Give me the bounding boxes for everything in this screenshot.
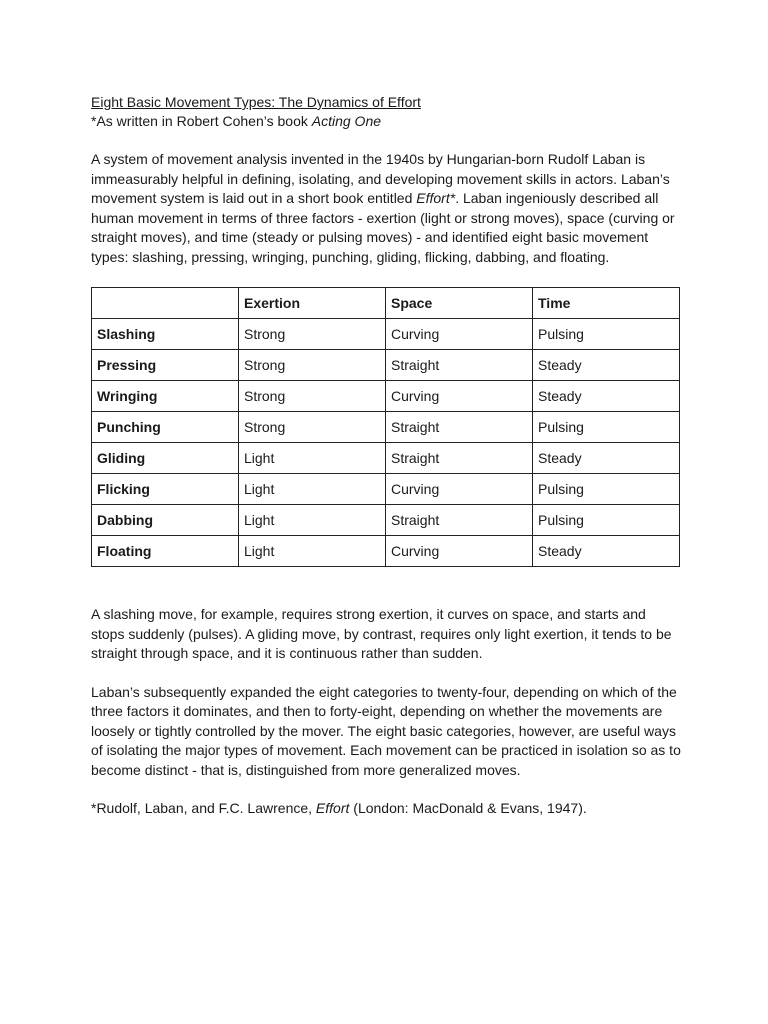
source-prefix: *As written in Robert Cohen’s book [91,113,312,129]
table-cell: Steady [533,381,680,412]
header-cell: Exertion [239,288,386,319]
intro-book-title: Effort* [416,190,456,206]
table-cell: Pulsing [533,505,680,536]
table-cell: Pulsing [533,412,680,443]
table-row [92,381,680,412]
table-cell: Light [239,505,386,536]
table-row [92,443,680,474]
footnote-prefix: *Rudolf, Laban, and F.C. Lawrence, [91,800,316,816]
source-book-title: Acting One [311,113,382,129]
table-cell: Strong [239,319,386,350]
spacer [91,567,681,605]
table-cell: Curving [386,474,533,505]
table-cell: Steady [533,350,680,381]
table-cell: Strong [239,412,386,443]
intro-paragraph [91,150,681,267]
intro-part-2: . Laban ingeniously described all human movement in terms of three factors - exertion (light or strong moves), space (curving or straight moves), and time (steady or pulsing moves) - and identified eight basic movement types: slashing, pressing, wringing, punching, gliding, flicking, dabbing, and floating. [91,190,675,265]
table-row [92,505,680,536]
table-cell: Light [239,536,386,567]
intro-part-1: A system of movement analysis invented in the 1940s by Hungarian-born Rudolf Laban is immeasurably helpful in defining, isolating, and developing movement skills in actors. Laban’s movement system is laid out in a short book entitled [91,151,670,206]
footnote [91,799,681,819]
row-label: Gliding [92,443,239,474]
footnote-book-title: Effort [315,800,350,816]
source-line [91,112,681,131]
row-label: Wringing [92,381,239,412]
title-text: Eight Basic Movement Types: The Dynamics of Effort [91,94,421,110]
table-cell: Straight [386,443,533,474]
table-row [92,350,680,381]
table-cell: Curving [386,381,533,412]
table-cell: Straight [386,350,533,381]
table-cell: Curving [386,536,533,567]
row-label: Dabbing [92,505,239,536]
header-cell: Time [533,288,680,319]
row-label: Punching [92,412,239,443]
spacer [91,664,681,683]
table-row [92,474,680,505]
spacer [91,131,681,150]
table-cell: Steady [533,536,680,567]
footnote-suffix: (London: MacDonald & Evans, 1947). [349,800,587,816]
document-page [91,93,681,819]
header-cell [92,288,239,319]
table-header-row [92,288,680,319]
table-cell: Straight [386,412,533,443]
table-cell: Pulsing [533,319,680,350]
table-cell: Light [239,443,386,474]
example-paragraph: A slashing move, for example, requires strong exertion, it curves on space, and starts and stops suddenly (pulses). A gliding move, by contrast, requires only light exertion, it tends to be straight through space, and it is continuous rather than sudden. [91,606,672,661]
table-cell: Strong [239,350,386,381]
header-cell: Space [386,288,533,319]
table-cell: Light [239,474,386,505]
table-row [92,319,680,350]
table-cell: Pulsing [533,474,680,505]
table-cell: Curving [386,319,533,350]
row-label: Flicking [92,474,239,505]
row-label: Slashing [92,319,239,350]
row-label: Floating [92,536,239,567]
table-cell: Steady [533,443,680,474]
table-cell: Strong [239,381,386,412]
row-label: Pressing [92,350,239,381]
table-cell: Straight [386,505,533,536]
table-row [92,536,680,567]
expansion-paragraph: Laban’s subsequently expanded the eight categories to twenty-four, depending on which of the three factors it dominates, and then to forty-eight, depending on whether the movements are loosely or tightly controlled by the mover. The eight basic categories, however, are useful ways of isolating the major types of movement. Each movement can be practiced in isolation so as to become distinct - that is, distinguished from more generalized moves. [91,683,681,778]
table-row [92,412,680,443]
document-title [91,93,681,112]
spacer [91,780,681,799]
movement-types-table [91,287,680,567]
